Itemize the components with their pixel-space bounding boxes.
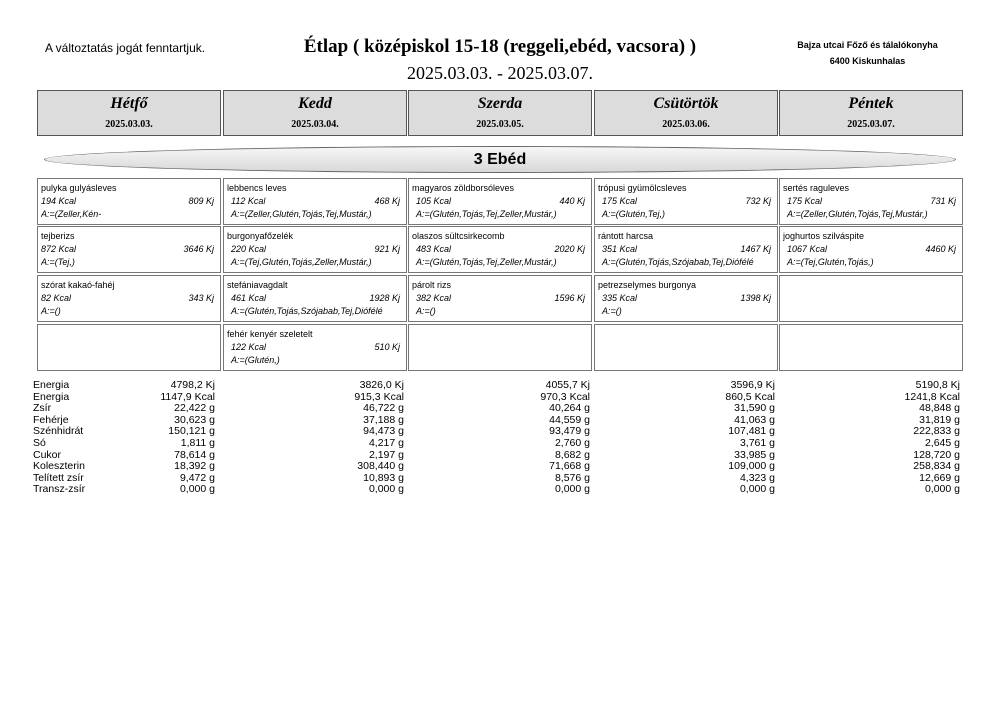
menu-cell — [779, 324, 963, 371]
dish-name: fehér kenyér szeletelt — [227, 329, 313, 339]
nutrition-value: 0,000 g — [739, 483, 775, 496]
nutrition-value: 222,833 g — [913, 425, 960, 438]
menu-cell — [223, 275, 407, 322]
menu-cell — [594, 324, 778, 371]
nutrition-value: 150,121 g — [168, 425, 215, 438]
nutrition-value: 41,063 g — [734, 413, 775, 426]
dish-kcal: 122 Kcal — [231, 342, 267, 352]
nutrition-row — [33, 450, 963, 462]
dish-allergens: A:=(Tej,) — [41, 257, 75, 267]
dish-kj: 343 Kj — [188, 293, 214, 303]
nutrition-value: 18,392 g — [174, 460, 215, 473]
dish-energy — [41, 242, 217, 256]
nutrition-label: Energia — [33, 390, 70, 403]
menu-cell — [594, 275, 778, 322]
nutrition-value: 860,5 Kcal — [725, 390, 775, 403]
nutrition-value: 9,472 g — [179, 471, 215, 484]
nutrition-table — [33, 380, 963, 496]
menu-cell — [37, 324, 221, 371]
organization-name: Bajza utcai Főző és tálalókonyha — [797, 40, 938, 50]
nutrition-value: 40,264 g — [549, 402, 590, 415]
menu-cell — [408, 178, 592, 225]
nutrition-value: 31,590 g — [734, 402, 775, 415]
dish-kj: 732 Kj — [745, 196, 771, 206]
nutrition-value: 44,559 g — [549, 413, 590, 426]
dish-name: joghurtos szilváspite — [783, 231, 865, 241]
nutrition-label: Transz-zsír — [33, 483, 86, 496]
day-header-0 — [37, 90, 221, 136]
dish-name: sertés raguleves — [783, 183, 850, 193]
nutrition-value: 12,669 g — [919, 471, 960, 484]
menu-cell — [37, 275, 221, 322]
dish-kcal: 1067 Kcal — [787, 244, 828, 254]
nutrition-value: 37,188 g — [363, 413, 404, 426]
dish-kj: 809 Kj — [188, 196, 214, 206]
menu-cell — [223, 178, 407, 225]
dish-allergens: A:=(Zeller,Kén- — [41, 209, 102, 219]
day-header-1 — [223, 90, 407, 136]
nutrition-value: 3,761 g — [739, 436, 775, 449]
nutrition-row — [33, 380, 963, 392]
nutrition-row — [33, 484, 963, 496]
menu-cell — [37, 178, 221, 225]
nutrition-label: Koleszterin — [33, 460, 85, 473]
nutrition-value: 78,614 g — [174, 448, 215, 461]
nutrition-value: 46,722 g — [363, 402, 404, 415]
nutrition-value: 22,422 g — [174, 402, 215, 415]
nutrition-value: 915,3 Kcal — [354, 390, 404, 403]
dish-kcal: 105 Kcal — [416, 196, 452, 206]
day-name: Szerda — [477, 95, 523, 112]
dish-allergens: A:=(Glutén,Tojás,Tej,Zeller,Mustár,) — [416, 209, 557, 219]
dish-kj: 440 Kj — [559, 196, 585, 206]
day-header-4 — [779, 90, 963, 136]
nutrition-value: 2,645 g — [924, 436, 960, 449]
nutrition-row — [33, 392, 963, 404]
menu-cell — [223, 324, 407, 371]
dish-name: magyaros zöldborsóleves — [412, 183, 515, 193]
dish-energy — [412, 291, 588, 305]
day-name: Hétfő — [110, 95, 148, 112]
nutrition-value: 93,479 g — [549, 425, 590, 438]
dish-allergens: A:=() — [41, 306, 61, 316]
nutrition-value: 33,985 g — [734, 448, 775, 461]
dish-kj: 2020 Kj — [554, 244, 585, 254]
dish-kcal: 175 Kcal — [787, 196, 823, 206]
nutrition-value: 107,481 g — [728, 425, 775, 438]
nutrition-value: 0,000 g — [179, 483, 215, 496]
nutrition-value: 48,848 g — [919, 402, 960, 415]
dish-name: rántott harcsa — [598, 231, 654, 241]
meal-section-label: 3 Ebéd — [44, 146, 956, 173]
nutrition-row — [33, 438, 963, 450]
menu-cell — [408, 275, 592, 322]
nutrition-row — [33, 403, 963, 415]
date-range: 2025.03.03. - 2025.03.07. — [407, 63, 593, 83]
dish-name: trópusi gyümölcsleves — [598, 183, 687, 193]
nutrition-label: Energia — [33, 379, 70, 391]
dish-kcal: 351 Kcal — [602, 244, 638, 254]
nutrition-label: Telített zsír — [33, 471, 84, 484]
dish-energy — [227, 242, 403, 256]
dish-kj: 731 Kj — [930, 196, 956, 206]
nutrition-value: 4055,7 Kj — [545, 379, 590, 391]
dish-energy — [412, 242, 588, 256]
nutrition-value: 308,440 g — [357, 460, 404, 473]
dish-kj: 1467 Kj — [740, 244, 771, 254]
dish-allergens: A:=(Zeller,Glutén,Tojás,Tej,Mustár,) — [231, 209, 372, 219]
dish-energy — [783, 194, 959, 208]
day-header-3 — [594, 90, 778, 136]
nutrition-value: 8,576 g — [554, 471, 590, 484]
nutrition-row — [33, 473, 963, 485]
dish-name: szórat kakaó-fahéj — [41, 280, 115, 290]
day-date: 2025.03.04. — [291, 119, 339, 130]
day-date: 2025.03.07. — [847, 119, 895, 130]
organization-address: 6400 Kiskunhalas — [829, 56, 906, 66]
dish-kcal: 483 Kcal — [416, 244, 452, 254]
menu-cell — [779, 275, 963, 322]
menu-cell — [594, 226, 778, 273]
dish-allergens: A:=(Tej,Glutén,Tojás,Zeller,Mustár,) — [231, 257, 372, 267]
nutrition-label: Só — [33, 436, 46, 449]
nutrition-value: 128,720 g — [913, 448, 960, 461]
nutrition-value: 1241,8 Kcal — [904, 390, 960, 403]
nutrition-value: 2,760 g — [554, 436, 590, 449]
dish-kj: 1928 Kj — [369, 293, 400, 303]
nutrition-value: 94,473 g — [363, 425, 404, 438]
menu-cell — [223, 226, 407, 273]
nutrition-value: 4798,2 Kj — [170, 379, 215, 391]
nutrition-value: 258,834 g — [913, 460, 960, 473]
organization-info — [775, 37, 960, 69]
day-date: 2025.03.05. — [476, 119, 524, 130]
dish-kj: 4460 Kj — [925, 244, 956, 254]
nutrition-value: 0,000 g — [368, 483, 404, 496]
day-date: 2025.03.06. — [662, 119, 710, 130]
dish-allergens: A:=(Glutén,Tojás,Szójabab,Tej,Diófélé — [231, 306, 383, 316]
day-name: Kedd — [298, 95, 332, 112]
nutrition-value: 1147,9 Kcal — [160, 390, 215, 403]
dish-energy — [227, 340, 403, 354]
nutrition-value: 10,893 g — [363, 471, 404, 484]
dish-energy — [598, 291, 774, 305]
dish-kj: 921 Kj — [374, 244, 400, 254]
menu-cell — [408, 324, 592, 371]
dish-energy — [412, 194, 588, 208]
menu-cell — [408, 226, 592, 273]
dish-energy — [598, 242, 774, 256]
nutrition-label: Zsír — [33, 402, 52, 415]
dish-name: burgonyafőzelék — [227, 231, 294, 241]
nutrition-value: 2,197 g — [368, 448, 404, 461]
menu-cell — [779, 178, 963, 225]
dish-name: lebbencs leves — [227, 183, 287, 193]
nutrition-value: 109,000 g — [728, 460, 775, 473]
nutrition-value: 30,623 g — [174, 413, 215, 426]
dish-kj: 510 Kj — [374, 342, 400, 352]
disclaimer-text: A változtatás jogát fenntartjuk. — [45, 41, 206, 55]
dish-allergens: A:=(Glutén,Tojás,Tej,Zeller,Mustár,) — [416, 257, 557, 267]
dish-kcal: 220 Kcal — [231, 244, 267, 254]
day-name: Péntek — [848, 95, 894, 112]
dish-energy — [598, 194, 774, 208]
dish-kcal: 872 Kcal — [41, 244, 77, 254]
nutrition-label: Szénhidrát — [33, 425, 84, 438]
nutrition-value: 0,000 g — [924, 483, 960, 496]
menu-cell — [594, 178, 778, 225]
dish-name: stefániavagdalt — [227, 280, 288, 290]
dish-energy — [41, 291, 217, 305]
dish-kcal: 335 Kcal — [602, 293, 638, 303]
dish-energy — [783, 242, 959, 256]
page-title: Étlap ( középiskol 15-18 (reggeli,ebéd, vacsora) ) — [303, 36, 697, 57]
dish-allergens: A:=(Zeller,Glutén,Tojás,Tej,Mustár,) — [787, 209, 928, 219]
nutrition-value: 1,811 g — [180, 436, 215, 449]
menu-cell — [779, 226, 963, 273]
dish-kcal: 175 Kcal — [602, 196, 638, 206]
nutrition-value: 31,819 g — [919, 413, 960, 426]
dish-name: petrezselymes burgonya — [598, 280, 697, 290]
dish-kcal: 194 Kcal — [41, 196, 77, 206]
nutrition-value: 4,217 g — [368, 436, 404, 449]
dish-kcal: 382 Kcal — [416, 293, 452, 303]
dish-allergens: A:=(Glutén,Tojás,Szójabab,Tej,Diófélé — [602, 257, 754, 267]
dish-kcal: 461 Kcal — [231, 293, 267, 303]
nutrition-label: Fehérje — [33, 413, 69, 426]
dish-kj: 1596 Kj — [554, 293, 585, 303]
nutrition-value: 3596,9 Kj — [730, 379, 775, 391]
nutrition-value: 0,000 g — [554, 483, 590, 496]
dish-energy — [227, 194, 403, 208]
nutrition-value: 3826,0 Kj — [359, 379, 404, 391]
menu-cell — [37, 226, 221, 273]
dish-name: olaszos sültcsirkecomb — [412, 231, 505, 241]
dish-allergens: A:=(Tej,Glutén,Tojás,) — [787, 257, 874, 267]
dish-name: pulyka gulyásleves — [41, 183, 117, 193]
dish-kj: 468 Kj — [374, 196, 400, 206]
dish-name: tejberizs — [41, 231, 75, 241]
day-header-2 — [408, 90, 592, 136]
dish-kj: 1398 Kj — [740, 293, 771, 303]
dish-kj: 3646 Kj — [183, 244, 214, 254]
nutrition-value: 71,668 g — [549, 460, 590, 473]
nutrition-value: 8,682 g — [554, 448, 590, 461]
nutrition-value: 5190,8 Kj — [915, 379, 960, 391]
day-date: 2025.03.03. — [105, 119, 153, 130]
dish-kcal: 82 Kcal — [41, 293, 72, 303]
nutrition-label: Cukor — [33, 448, 62, 461]
dish-allergens: A:=() — [416, 306, 436, 316]
dish-name: párolt rizs — [412, 280, 452, 290]
nutrition-row — [33, 461, 963, 473]
day-name: Csütörtök — [653, 95, 719, 112]
nutrition-row — [33, 426, 963, 438]
dish-allergens: A:=(Glutén,Tej,) — [602, 209, 665, 219]
dish-kcal: 112 Kcal — [231, 196, 266, 206]
nutrition-value: 4,323 g — [739, 471, 775, 484]
dish-allergens: A:=() — [602, 306, 622, 316]
dish-energy — [41, 194, 217, 208]
dish-allergens: A:=(Glutén,) — [231, 355, 280, 365]
nutrition-value: 970,3 Kcal — [540, 390, 590, 403]
dish-energy — [227, 291, 403, 305]
